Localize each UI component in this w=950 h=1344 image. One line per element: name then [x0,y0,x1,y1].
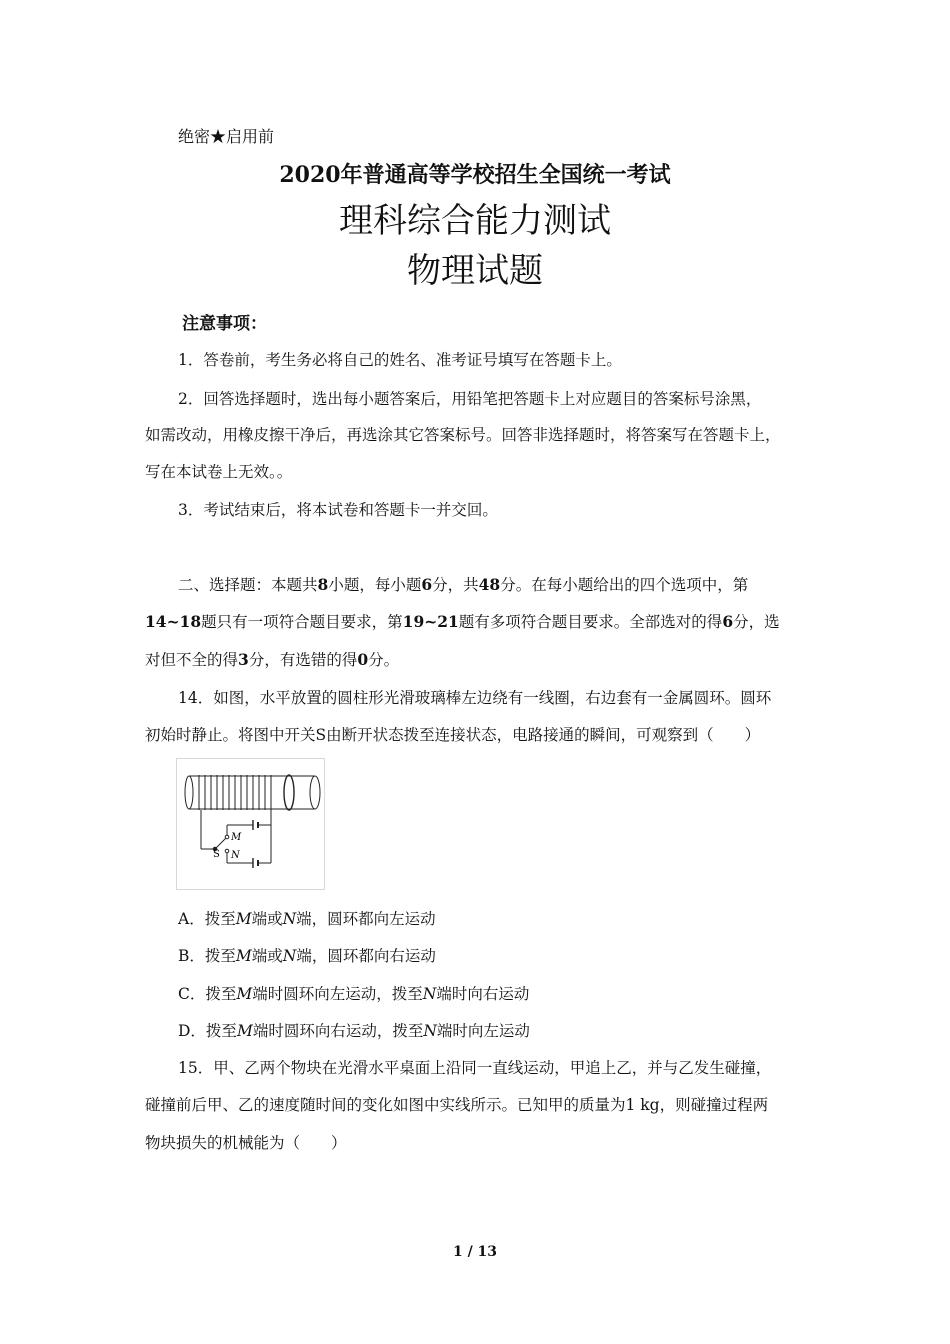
q14-option-c: C．拨至M端时圆环向左运动，拨至N端时向右运动 [178,985,530,1003]
q15-stem-line-2: 碰撞前后甲、乙的速度随时间的变化如图中实线所示。已知甲的质量为1 kg，则碰撞过程两 [145,1096,769,1114]
label-m: M [231,832,242,843]
q14-circuit-figure [176,758,325,890]
section-intro-line-2: 14~18题只有一项符合题目要求，第19~21题有多项符合题目要求。全部选对的得6分，选 [145,612,780,631]
q15-stem-line-3: 物块损失的机械能为（ ） [145,1134,347,1152]
q14-stem-line-2: 初始时静止。将图中开关S由断开状态拨至连接状态，电路接通的瞬间，可观察到（ ） [145,726,761,744]
notice-item-3: 3．考试结束后，将本试卷和答题卡一并交回。 [178,501,498,519]
q15-stem-line-1: 15．甲、乙两个物块在光滑水平桌面上沿同一直线运动，甲追上乙，并与乙发生碰撞， [178,1059,772,1077]
notice-heading: 注意事项： [182,314,267,334]
paper-title: 物理试题 [407,251,543,291]
confidential-label: 绝密★启用前 [178,127,275,146]
q14-option-d: D．拨至M端时圆环向右运动，拨至N端时向左运动 [178,1022,530,1040]
q14-option-a: A．拨至M端或N端，圆环都向左运动 [178,910,436,928]
notice-item-1: 1．答卷前，考生务必将自己的姓名、准考证号填写在答题卡上。 [178,351,622,369]
section-intro-line-1: 二、选择题：本题共8小题，每小题6分，共48分。在每小题给出的四个选项中，第 [178,575,749,594]
page-number: 1 / 13 [452,1244,498,1260]
notice-item-2-line-1: 2．回答选择题时，选出每小题答案后，用铅笔把答题卡上对应题目的答案标号涂黑， [178,390,762,408]
label-n: N [231,850,240,861]
notice-item-2-line-3: 写在本试卷上无效。。 [145,463,293,481]
q14-stem-line-1: 14．如图，水平放置的圆柱形光滑玻璃棒左边绕有一线圈，右边套有一金属圆环。圆环 [178,689,772,707]
q14-option-b: B．拨至M端或N端，圆环都向右运动 [178,947,436,965]
terminal-m-dot [225,835,229,839]
section-intro-line-3: 对但不全的得3分，有选错的得0分。 [145,650,400,669]
label-s: S [213,849,220,860]
exam-title: 2020年普通高等学校招生全国统一考试 [279,162,671,188]
notice-item-2-line-2: 如需改动，用橡皮擦干净后，再选涂其它答案标号。回答非选择题时，将答案写在答题卡上， [145,426,781,444]
coil-circuit-diagram [177,759,324,889]
subject-title: 理科综合能力测试 [339,201,611,241]
terminal-n-dot [225,849,229,853]
